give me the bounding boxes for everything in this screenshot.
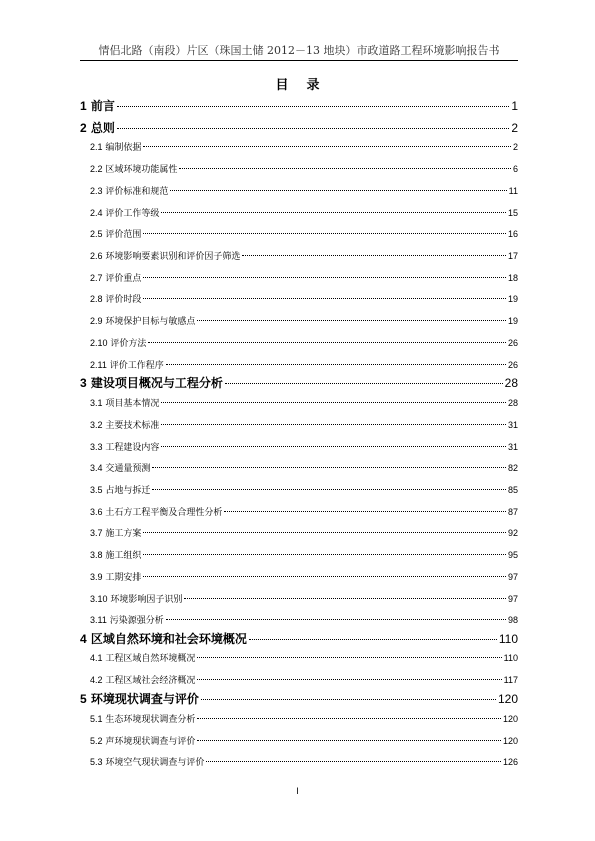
toc-entry-title: 评价工作程序 (109, 361, 164, 371)
toc-entry-title: 环境影响要素识别和评价因子筛选 (105, 252, 241, 262)
toc-entry-label (90, 485, 150, 497)
toc-entry-page: 15 (507, 208, 518, 218)
toc-chapter-entry[interactable] (80, 121, 518, 135)
toc-dot-leader (184, 598, 506, 599)
toc-dot-leader (179, 168, 511, 169)
toc-section-entry[interactable] (80, 294, 518, 306)
toc-entry-page: 16 (507, 229, 518, 239)
toc-dot-leader (117, 128, 509, 129)
toc-section-entry[interactable] (80, 714, 518, 726)
toc-entry-title: 总则 (90, 121, 115, 135)
toc-entry-page: 2 (511, 121, 518, 135)
toc-entry-page: 97 (507, 572, 518, 582)
toc-entry-page: 110 (503, 653, 518, 663)
toc-entry-title: 评价时段 (105, 295, 142, 305)
toc-entry-page: 98 (507, 615, 518, 625)
toc-entry-number: 2.2 (90, 164, 103, 174)
toc-section-entry[interactable] (80, 142, 518, 154)
toc-entry-number: 5.3 (90, 757, 103, 767)
toc-entry-page: 28 (504, 376, 518, 390)
toc-entry-page: 2 (512, 142, 518, 152)
toc-entry-number: 3.5 (90, 485, 103, 495)
toc-entry-page: 97 (507, 594, 518, 604)
toc-entry-number: 2.9 (90, 316, 103, 326)
toc-entry-title: 交通量预测 (105, 464, 151, 474)
toc-entry-label (90, 294, 141, 306)
toc-dot-leader (166, 364, 506, 365)
toc-entry-number: 3.9 (90, 572, 103, 582)
toc-chapter-entry[interactable] (80, 99, 518, 113)
toc-section-entry[interactable] (80, 360, 518, 372)
toc-entry-label (90, 273, 141, 285)
toc-entry-page: 19 (507, 294, 518, 304)
toc-entry-title: 施工组织 (105, 551, 142, 561)
toc-entry-number: 3.11 (90, 615, 107, 625)
toc-entry-page: 28 (507, 398, 518, 408)
toc-entry-number: 2.1 (90, 142, 103, 152)
toc-entry-label (90, 142, 141, 154)
toc-dot-leader (143, 146, 511, 147)
header-rule (80, 60, 518, 61)
toc-entry-page: 120 (497, 692, 518, 706)
toc-section-entry[interactable] (80, 442, 518, 454)
toc-entry-number: 2.10 (90, 338, 108, 348)
toc-entry-label (90, 463, 150, 475)
toc-entry-title: 工程区域自然环境概况 (105, 654, 196, 664)
toc-entry-title: 声环境现状调查与评价 (105, 737, 196, 747)
toc-title (0, 78, 595, 94)
toc-entry-title: 环境影响因子识别 (110, 595, 183, 605)
toc-dot-leader (242, 255, 506, 256)
toc-entry-label (90, 572, 141, 584)
toc-entry-number: 4.2 (90, 675, 103, 685)
toc-entry-title: 环境现状调查与评价 (90, 692, 199, 706)
toc-entry-page: 120 (502, 736, 518, 746)
toc-entry-title: 项目基本情况 (105, 399, 160, 409)
toc-entry-title: 污染源强分析 (109, 616, 164, 626)
toc-entry-label (90, 528, 141, 540)
toc-entry-label (90, 208, 159, 220)
toc-entry-label (80, 121, 115, 135)
toc-entry-number: 3.6 (90, 507, 103, 517)
toc-dot-leader (143, 554, 506, 555)
toc-section-entry[interactable] (80, 208, 518, 220)
toc-entry-title: 建设项目概况与工程分析 (90, 376, 223, 390)
running-header: 情侣北路（南段）片区（珠国土储 2012－13 地块）市政道路工程环境影响报告书 (98, 44, 500, 57)
toc-entry-number: 3.7 (90, 528, 103, 538)
toc-entry-label (90, 164, 177, 176)
toc-entry-title: 工程区域社会经济概况 (105, 676, 196, 686)
toc-dot-leader (117, 106, 509, 107)
toc-entry-title: 土石方工程平衡及合理性分析 (105, 508, 223, 518)
toc-entry-number: 3 (80, 376, 87, 390)
toc-section-entry[interactable] (80, 338, 518, 350)
toc-entry-number: 2.3 (90, 186, 103, 196)
toc-dot-leader (197, 718, 501, 719)
toc-entry-number: 4 (80, 632, 87, 646)
toc-section-entry[interactable] (80, 736, 518, 748)
toc-section-entry[interactable] (80, 229, 518, 241)
toc-entry-page: 19 (507, 316, 518, 326)
toc-entry-title: 环境空气现状调查与评价 (105, 758, 205, 768)
toc-dot-leader (161, 402, 506, 403)
toc-dot-leader (197, 657, 501, 658)
toc-entry-page: 120 (502, 714, 518, 724)
toc-entry-page: 110 (498, 632, 518, 646)
toc-entry-page: 87 (507, 507, 518, 517)
toc-section-entry[interactable] (80, 463, 518, 475)
toc-section-entry[interactable] (80, 316, 518, 328)
toc-entry-number: 2.6 (90, 251, 103, 261)
toc-entry-label (90, 338, 146, 350)
toc-dot-leader (225, 383, 503, 384)
toc-section-entry[interactable] (80, 251, 518, 263)
toc-entry-label (90, 398, 159, 410)
toc-entry-label (90, 675, 195, 687)
toc-entry-label (90, 420, 159, 432)
toc-entry-label (80, 376, 223, 390)
toc-entry-label (90, 316, 195, 328)
toc-section-entry[interactable] (80, 757, 518, 769)
toc-entry-label (90, 186, 168, 198)
toc-entry-number: 3.10 (90, 594, 108, 604)
toc-dot-leader (224, 511, 506, 512)
toc-section-entry[interactable] (80, 653, 518, 665)
toc-entry-number: 1 (80, 99, 87, 113)
toc-section-entry[interactable] (80, 550, 518, 562)
toc-dot-leader (143, 277, 506, 278)
toc-entry-number: 2 (80, 121, 87, 135)
toc-entry-title: 占地与拆迁 (105, 486, 151, 496)
toc-dot-leader (152, 467, 506, 468)
toc-section-entry[interactable] (80, 615, 518, 627)
toc-entry-number: 3.8 (90, 550, 103, 560)
toc-entry-label (90, 251, 240, 263)
toc-dot-leader (152, 489, 506, 490)
toc-entry-title: 编制依据 (105, 143, 142, 153)
toc-entry-page: 11 (508, 186, 518, 196)
toc-entry-page: 82 (507, 463, 518, 473)
toc-entry-number: 3.3 (90, 442, 103, 452)
toc-section-entry[interactable] (80, 528, 518, 540)
toc-entry-number: 3.4 (90, 463, 103, 473)
toc-chapter-entry[interactable] (80, 632, 518, 646)
toc-entry-number: 2.8 (90, 294, 103, 304)
toc-entry-title: 工程建设内容 (105, 443, 160, 453)
toc-section-entry[interactable] (80, 507, 518, 519)
toc-section-entry[interactable] (80, 398, 518, 410)
toc-dot-leader (206, 761, 501, 762)
page-number: I (296, 786, 299, 796)
toc-entry-title: 施工方案 (105, 529, 142, 539)
toc-dot-leader (143, 233, 506, 234)
toc-section-entry[interactable] (80, 572, 518, 584)
toc-dot-leader (161, 212, 506, 213)
toc-dot-leader (161, 446, 506, 447)
toc-entry-page: 18 (507, 273, 518, 283)
toc-chapter-entry[interactable] (80, 692, 518, 706)
toc-entry-number: 2.7 (90, 273, 103, 283)
toc-entry-number: 4.1 (90, 653, 103, 663)
toc-entry-page: 31 (507, 442, 518, 452)
toc-dot-leader (170, 190, 506, 191)
toc-section-entry[interactable] (80, 186, 518, 198)
toc-entry-title: 工期安排 (105, 573, 142, 583)
toc-entry-title: 生态环境现状调查分析 (105, 715, 196, 725)
toc-dot-leader (249, 639, 497, 640)
toc-entry-number: 2.11 (90, 360, 107, 370)
toc-entry-title: 环境保护目标与敏感点 (105, 317, 196, 327)
toc-entry-number: 3.2 (90, 420, 103, 430)
toc-entry-title: 评价工作等级 (105, 209, 160, 219)
toc-section-entry[interactable] (80, 675, 518, 687)
toc-entry-label (90, 229, 141, 241)
toc-entry-label (90, 594, 182, 606)
toc-entry-label (90, 736, 195, 748)
toc-entry-page: 92 (507, 528, 518, 538)
toc-entry-label (80, 632, 247, 646)
toc-entry-title: 评价方法 (110, 339, 147, 349)
toc-entry-page: 85 (507, 485, 518, 495)
toc-entry-label (90, 550, 141, 562)
toc-dot-leader (197, 740, 501, 741)
toc-entry-label (80, 692, 199, 706)
toc-dot-leader (197, 679, 501, 680)
toc-section-entry[interactable] (80, 273, 518, 285)
toc-entry-title: 区域自然环境和社会环境概况 (90, 632, 247, 646)
toc-entry-title: 前言 (90, 99, 115, 113)
toc-entry-label (90, 507, 222, 519)
toc-dot-leader (148, 342, 506, 343)
toc-entry-title: 评价重点 (105, 274, 142, 284)
toc-entry-page: 6 (512, 164, 518, 174)
toc-entry-number: 3.1 (90, 398, 103, 408)
toc-entry-number: 5.2 (90, 736, 103, 746)
toc-entry-page: 95 (507, 550, 518, 560)
toc-entry-title: 评价标准和规范 (105, 187, 169, 197)
toc-entry-page: 17 (507, 251, 518, 261)
toc-section-entry[interactable] (80, 594, 518, 606)
toc-entry-number: 2.4 (90, 208, 103, 218)
toc-entry-title: 主要技术标准 (105, 421, 160, 431)
toc-entry-page: 126 (502, 757, 518, 767)
toc-entry-label (90, 442, 159, 454)
toc-dot-leader (201, 699, 496, 700)
toc-title-char-1: 目 (275, 78, 289, 93)
toc-entry-label (90, 615, 164, 627)
toc-entry-page: 1 (511, 99, 518, 113)
toc-entry-number: 5 (80, 692, 87, 706)
toc-dot-leader (143, 532, 506, 533)
toc-dot-leader (197, 320, 506, 321)
toc-entry-label (90, 653, 195, 665)
toc-entry-page: 117 (503, 675, 518, 685)
toc-entry-page: 26 (507, 360, 518, 370)
toc-section-entry[interactable] (80, 485, 518, 497)
toc-entry-label (90, 360, 164, 372)
toc-entry-label (90, 757, 204, 769)
toc-entry-page: 31 (507, 420, 518, 430)
toc-entry-title: 区域环境功能属性 (105, 165, 178, 175)
toc-entry-number: 2.5 (90, 229, 103, 239)
toc-dot-leader (143, 576, 506, 577)
toc-title-char-2: 录 (306, 78, 320, 93)
toc-dot-leader (143, 298, 506, 299)
toc-dot-leader (166, 619, 506, 620)
toc-entry-number: 5.1 (90, 714, 103, 724)
toc-entry-label (80, 99, 115, 113)
toc-entry-page: 26 (507, 338, 518, 348)
toc-chapter-entry[interactable] (80, 376, 518, 390)
toc-entry-title: 评价范围 (105, 230, 142, 240)
toc-dot-leader (161, 424, 506, 425)
toc-entry-label (90, 714, 195, 726)
toc-section-entry[interactable] (80, 164, 518, 176)
toc-section-entry[interactable] (80, 420, 518, 432)
